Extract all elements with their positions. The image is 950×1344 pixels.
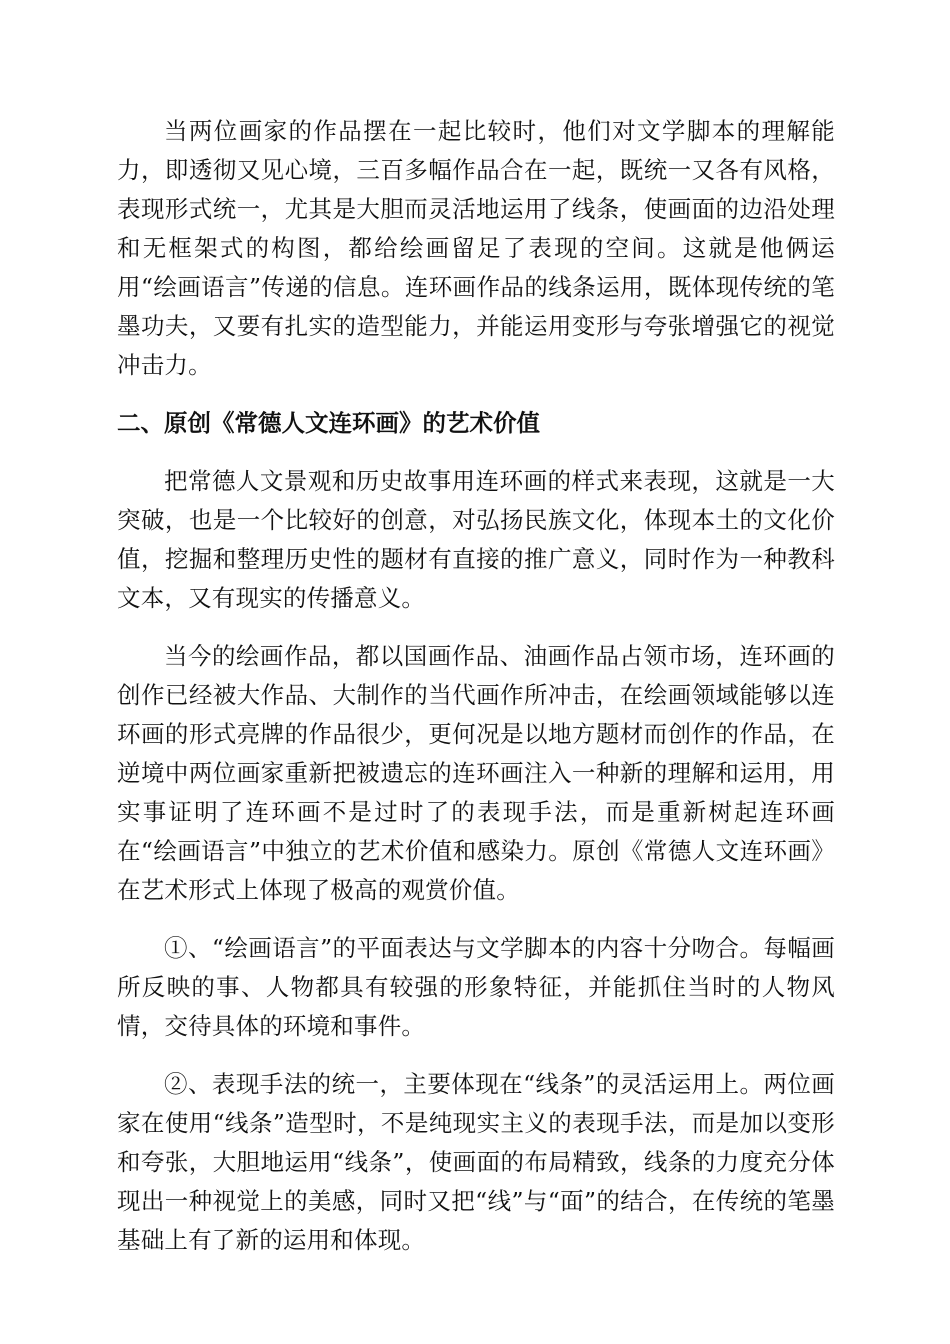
paragraph-contemporary-market: 当今的绘画作品，都以国画作品、油画作品占领市场，连环画的创作已经被大作品、大制作的当代画作所冲击，在绘画领域能够以连环画的形式亮牌的作品很少，更何况是以地方题材而创作的作品，在逆境中两位画家重新把被遗忘的连环画注入一种新的理解和运用，用实事证明了连环画不是过时了的表现手法，而是重新树起连环画在“绘画语言”中独立的艺术价值和感染力。原创《常德人文连环画》在艺术形式上体现了极高的观赏价值。 — [117, 642, 835, 904]
paragraph-line-technique: 当两位画家的作品摆在一起比较时，他们对文学脚本的理解能力，即透彻又见心境，三百多幅作品合在一起，既统一又各有风格，表现形式统一，尤其是大胆而灵活地运用了线条，使画面的边沿处理和无框架式的构图，都给绘画留足了表现的空间。这就是他俩运用“绘画语言”传递的信息。连环画作品的线条运用，既体现传统的笔墨功夫，又要有扎实的造型能力，并能运用变形与夸张增强它的视觉冲击力。 — [117, 117, 835, 379]
paragraph-point-one: ①、“绘画语言”的平面表达与文学脚本的内容十分吻合。每幅画所反映的事、人物都具有较强的形象特征，并能抓住当时的人物风情，交待具体的环境和事件。 — [117, 934, 835, 1040]
paragraph-breakthrough: 把常德人文景观和历史故事用连环画的样式来表现，这就是一大突破，也是一个比较好的创意，对弘扬民族文化，体现本土的文化价值，挖掘和整理历史性的题材有直接的推广意义，同时作为一种教科文本，又有现实的传播意义。 — [117, 467, 835, 612]
document-page — [117, 112, 835, 1279]
paragraph-point-two: ②、表现手法的统一，主要体现在“线条”的灵活运用上。两位画家在使用“线条”造型时，不是纯现实主义的表现手法，而是加以变形和夸张，大胆地运用“线条”，使画面的布局精致，线条的力度充分体现出一种视觉上的美感，同时又把“线”与“面”的结合，在传统的笔墨基础上有了新的运用和体现。 — [117, 1070, 835, 1254]
section-heading-artistic-value: 二、原创《常德人文连环画》的艺术价值 — [117, 409, 540, 437]
